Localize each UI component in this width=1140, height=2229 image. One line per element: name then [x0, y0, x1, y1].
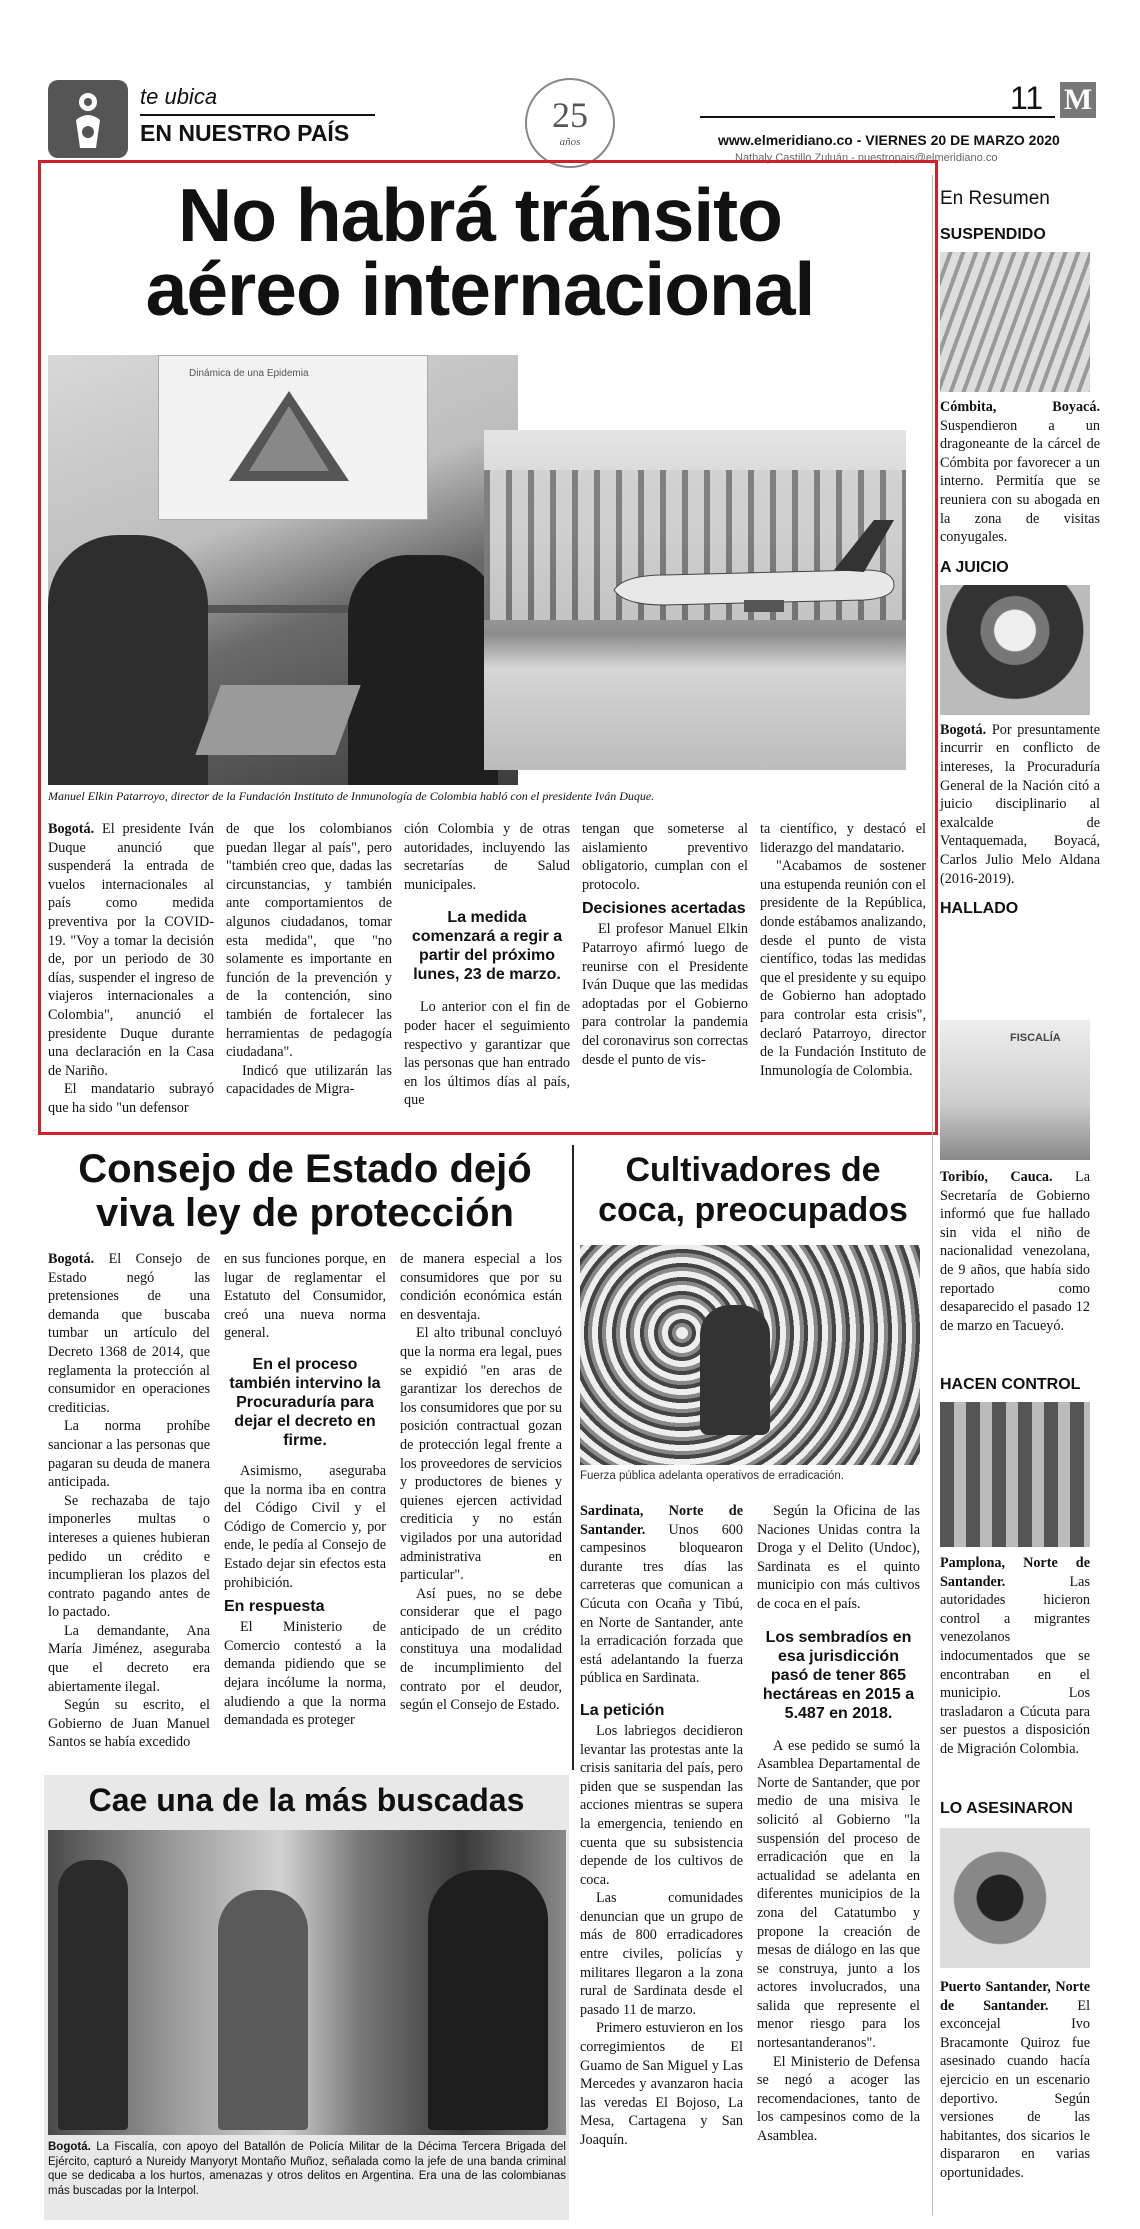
woman-figure	[218, 1890, 308, 2130]
section-pin-icon	[48, 80, 128, 158]
sidebar-text-5	[940, 1978, 1090, 2183]
coca-col2-para1: Según la Oficina de las Naciones Unidas contra la Droga y el Delito (Undoc), Sardinata es el quinto municipio con más cultivos de coca en el país.	[757, 1503, 920, 1612]
sidebar-title: En Resumen	[940, 188, 1050, 209]
coca-headline-line2: coca, preocupados	[598, 1191, 908, 1229]
main-col4-para1: tengan que someterse al aislamiento preventivo obligatorio, cumplan con el protocolo.	[582, 821, 748, 893]
main-col1-para2: El mandatario subrayó que ha sido "un defensor	[48, 1081, 214, 1116]
sidebar-heading-2: A JUICIO	[940, 558, 1009, 576]
consejo-col3-para1: de manera especial a los consumidores que por su condición económica están en desventaja.	[400, 1251, 562, 1323]
consejo-col1-para4: La demandante, Ana María Jiménez, aseguraba que el decreto era abiertamente ilegal.	[48, 1622, 210, 1695]
sidebar-body-3: La Secretaría de Gobierno informó que fue hallado sin vida el niño de nacionalidad venezolana, de 9 años, que había sido reportado como desaparecido el pasado 12 de marzo en Tacueyó.	[940, 1169, 1090, 1334]
main-col-5	[760, 820, 926, 1080]
coca-pull-quote: Los sembradíos en esa jurisdicción pasó de tener 865 hectáreas en 2015 a 5.487 en 2018.	[762, 1628, 915, 1722]
sidebar-photo-4	[940, 1402, 1090, 1547]
consejo-col1-para2: La norma prohíbe sancionar a las personas que pagaran su deuda de manera anticipada.	[48, 1418, 210, 1491]
consejo-col-1	[48, 1250, 210, 1752]
consejo-col-2	[224, 1250, 386, 1730]
main-col3-para1: ción Colombia y de otras autoridades, incluyendo las secretarías de Salud municipales.	[404, 821, 570, 893]
sidebar-lead-5: Puerto Santander, Norte de Santander.	[940, 1979, 1090, 2014]
page-number: 11	[1010, 80, 1044, 116]
main-col4-subhead: Decisiones acertadas	[582, 900, 746, 918]
byline: Nathaly Castillo Zuluán - nuestropais@elmeridiano.co	[735, 152, 998, 164]
sidebar-lead-3: Toribío, Cauca.	[940, 1169, 1053, 1185]
sidebar-lead-2: Bogotá.	[940, 721, 987, 738]
sidebar-heading-3: HALLADO	[940, 900, 1019, 918]
consejo-pull-quote: En el proceso también intervino la Procuraduría para dejar el decreto en firme.	[229, 1355, 381, 1449]
consejo-headline	[40, 1147, 570, 1235]
main-col5-para2: "Acabamos de sostener una estupenda reunión con el presidente de la República, donde estábamos analizando, desde el punto de vista científico, todas las medidas que el presidente y su equipo de Gobierno han adoptado para controlar esta crisis", declaró Patarroyo, director de la Fundación Instituto de Inmunología de Colombia.	[760, 858, 926, 1079]
sidebar-text-4	[940, 1554, 1090, 1759]
buscadas-headline: Cae una de la más buscadas	[88, 1782, 525, 1818]
consejo-col3-para2: El alto tribunal concluyó que la norma era legal, pues se expidió "en aras de garantizar los derechos de los consumidores que por su posición contractual gozan de protección legal frente a los proveedores de servicios y productores de bienes y quienes ejercen actividad crediticia y no están vigilados por una autoridad administrativa en particular".	[400, 1325, 562, 1584]
buscadas-caption	[48, 2140, 566, 2198]
consejo-headline-line2: viva ley de protección	[96, 1191, 514, 1235]
main-pull-quote: La medida comenzará a regir a partir del próximo lunes, 23 de marzo.	[411, 909, 563, 984]
consejo-headline-line1: Consejo de Estado dejó	[78, 1147, 532, 1191]
sidebar-body-2: Por presuntamente incurrir en conflicto de intereses, la Procuraduría General de la Nación citó a juicio disciplinario al exalcalde de Ventaquemada, Boyacá, Carlos Julio Melo Aldana (2016-2019).	[940, 721, 1100, 887]
consejo-col1-para5: Según su escrito, el Gobierno de Juan Manuel Santos se había excedido	[48, 1697, 210, 1751]
sidebar-heading-4: HACEN CONTROL	[940, 1376, 1081, 1393]
coca-col1-p1: Unos 600 campesinos bloquearon durante tres días las carreteras que comunican a Cúcuta con Ocaña y Tibú, en Norte de Santander, ante la erradicación forzada que está adelantando la fuerza pública en Sardinata.	[580, 1521, 743, 1687]
presentation-screen	[158, 355, 428, 520]
airplane	[604, 520, 904, 640]
main-col-1	[48, 820, 214, 1118]
buscadas-caption-lead: Bogotá.	[48, 2141, 91, 2153]
site-date: www.elmeridiano.co - VIERNES 20 DE MARZO 2020	[718, 132, 1060, 148]
sidebar-heading-5: LO ASESINARON	[940, 1800, 1073, 1817]
column-divider	[572, 1145, 574, 1770]
coca-photo-caption: Fuerza pública adelanta operativos de erradicación.	[580, 1470, 845, 1482]
coca-photo	[580, 1245, 920, 1465]
main-col-4	[582, 820, 748, 1069]
consejo-col1-para1	[48, 1250, 210, 1417]
meeting-photo	[48, 355, 518, 785]
main-col3-para2: Lo anterior con el fin de poder hacer el seguimiento respectivo y garantizar que las personas que han entrado en los últimos días al país, que	[404, 999, 570, 1109]
sidebar-text-1	[940, 398, 1100, 547]
main-col2-para1: de que los colombianos puedan llegar al país", pero "también creo que, dadas las circunstancias, y también ante comportamientos de algunos ciudadanos, tomar esta medida", que "no solamente es importante en función de la prevención y de la contención, sino también de fortalecer las herramientas de pedagogía ciudadana".	[226, 821, 392, 1061]
sidebar-lead-4: Pamplona, Norte de Santander.	[940, 1555, 1090, 1590]
sidebar-divider	[932, 175, 933, 2215]
slide-title: Dinámica de una Epidemia	[189, 368, 309, 379]
coca-col1-para4: Primero estuvieron en los corregimientos de El Guamo de San Miguel y Las Mercedes y avanzaron hacia las veredas El Bojoso, La Mesa, Cartagena y San Joaquín.	[580, 2020, 743, 2148]
anniversary-seal	[525, 78, 615, 168]
sidebar-photo-2	[940, 585, 1090, 715]
main-headline-line1: No habrá tránsito	[178, 173, 782, 257]
coca-col1-subhead: La petición	[580, 1701, 665, 1719]
consejo-col1-para3: Se rechazaba de tajo imponerles multas o intereses a quienes hubieran pedido un crédito e incumplieran los plazos del contrato pagando antes de lo pactado.	[48, 1492, 210, 1621]
coca-col1-para1	[580, 1502, 743, 1688]
slide-pyramid	[219, 386, 359, 486]
main-col4-para2: El profesor Manuel Elkin Patarroyo afirmó luego de reunirse con el Presidente Iván Duque que las medidas adoptadas por el Gobierno para controlar la pandemia del coronavirus son correctas desde el punto de vis-	[582, 921, 748, 1068]
sidebar-photo-1	[940, 252, 1090, 392]
coca-col-1	[580, 1502, 743, 2150]
sidebar-heading-1: SUSPENDIDO	[940, 226, 1046, 243]
consejo-col-3	[400, 1250, 562, 1715]
sidebar-photo-3	[940, 1020, 1090, 1160]
soldier-figure	[58, 1860, 128, 2130]
laptop	[195, 685, 360, 755]
sidebar-text-2	[940, 721, 1100, 888]
buscadas-photo	[48, 1830, 566, 2135]
main-col2-para2: Indicó que utilizarán las capacidades de Migra-	[226, 1062, 392, 1098]
anniversary-sub: años	[559, 136, 581, 148]
section-big-label: EN NUESTRO PAÍS	[140, 120, 350, 146]
consejo-col1-p1: El Consejo de Estado negó las pretensiones de una demanda que buscaba tumbar un artículo del Decreto 1368 de 2014, que reglamenta la protección al consumidor en operaciones crediticias.	[48, 1251, 210, 1416]
sidebar-photo-3-label: FISCALÍA	[1010, 1032, 1061, 1044]
consejo-col2-subhead: En respuesta	[224, 1598, 325, 1616]
section-small-label: te ubica	[140, 84, 218, 109]
consejo-col3-para3: Así pues, no se debe considerar que el pago anticipado de un crédito constituya una modalidad de incumplimiento del contrato por el deudor, según el Consejo de Estado.	[400, 1585, 562, 1714]
consejo-col1-lead: Bogotá.	[48, 1251, 95, 1267]
coca-soldier	[700, 1305, 770, 1435]
consejo-col2-para3: El Ministerio de Comercio contestó a la demanda pidiendo que se dejara incólume la norma, aludiendo a que la norma demandada es proteger	[224, 1619, 386, 1729]
coca-col2-para2: A ese pedido se sumó la Asamblea Departamental de Norte de Santander, que por medio de una misiva le solicitó al Gobierno "la suspensión del proceso de erradicación que en la actualidad se adelanta en diferentes municipios de la zona del Catatumbo y propone la creación de mesas de diálogo en las que se construya, junto a los actores involucrados, una salida que represente el menor riesgo para los nortesantanderanos".	[757, 1737, 920, 2052]
coca-col1-para3: Las comunidades denuncian que un grupo de más de 800 erradicadores entre civiles, policías y militares llegaron a la zona rural de Sardinata desde el pasado 11 de marzo.	[580, 1890, 743, 2018]
person-left	[48, 535, 208, 785]
officer-figure	[428, 1870, 548, 2130]
airport-photo	[484, 430, 906, 770]
coca-headline-line1: Cultivadores de	[625, 1151, 881, 1189]
main-photo-caption: Manuel Elkin Patarroyo, director de la Fundación Instituto de Inmunología de Colombia habló con el presidente Iván Duque.	[48, 789, 655, 803]
main-col5-para1: ta científico, y destacó el liderazgo del mandatario.	[760, 821, 926, 856]
coca-col1-lead: Sardinata, Norte de Santander.	[580, 1503, 743, 1538]
coca-col2-para3: El Ministerio de Defensa se negó a acoger las recomendaciones, tanto de los campesinos como de la Asamblea.	[757, 2053, 920, 2145]
main-headline	[40, 173, 920, 331]
coca-headline	[578, 1150, 928, 1230]
anniversary-number: 25	[552, 95, 588, 135]
sidebar-text-3	[940, 1168, 1090, 1335]
main-headline-line2: aéreo internacional	[145, 247, 815, 331]
sidebar-body-5: El exconcejal Ivo Bracamonte Quiroz fue asesinado cuando hacía ejercicio en un escenario deportivo. Según versiones de las habitantes, dos sicarios le dispararon en varias oportunidades.	[940, 1997, 1091, 2181]
section-tag	[48, 80, 378, 158]
coca-col-2	[757, 1502, 920, 2146]
newspaper-logo: M	[1060, 82, 1096, 118]
consejo-col2-para1: en sus funciones porque, en lugar de reglamentar el Estatuto del Consumidor, creó una nueva norma general.	[224, 1251, 386, 1342]
sidebar	[940, 180, 1100, 2220]
header-rule	[700, 116, 1055, 118]
section-rule	[140, 114, 375, 116]
main-col1-para1	[48, 820, 214, 1080]
main-col1-p1: El presidente Iván Duque anunció que suspenderá la entrada de vuelos internacionales al país como medida preventiva por la COVID-19. "Voy a tomar la decisión de, por un periodo de 30 días, suspender el ingreso de viajeros internacionales a Colombia", anunció el presidente Duque durante una declaración en la Casa de Nariño.	[48, 821, 214, 1079]
sidebar-photo-5	[940, 1828, 1090, 1968]
sidebar-body-4: Las autoridades hicieron control a migrantes venezolanos indocumentados que se encontraban en el municipio. Los trasladaron a Cúcuta para ser puestos a disposición de Migración Colombia.	[940, 1573, 1090, 1757]
coca-col1-para2: Los labriegos decidieron levantar las protestas ante la crisis sanitaria del país, pero piden que se suspendan las acciones mientras se supera la emergencia, teniendo en cuenta que su subsistencia depende de los cultivos de coca.	[580, 1722, 743, 1888]
main-col1-lead: Bogotá.	[48, 821, 95, 837]
main-col-2	[226, 820, 392, 1099]
sidebar-body-1: Suspendieron a un dragoneante de la cárcel de Cómbita por favorecer a un interno. Permitía que se reuniera con su abogada en la zona de visitas conyugales.	[940, 417, 1100, 546]
person-right	[348, 555, 498, 785]
consejo-col2-para2: Asimismo, aseguraba que la norma iba en contra del Código Civil y el Código de Comercio y, por ende, le pedía al Consejo de Estado dejar sin efectos esta prohibición.	[224, 1462, 386, 1591]
buscadas-caption-text: La Fiscalía, con apoyo del Batallón de Policía Militar de la Décima Tercera Brigada del Ejército, capturó a Nureidy Manyoryt Montaño Muñoz, señalada como la jefe de una banda criminal que se dedicaba a los hurtos, amenazas y otros delitos en Argentina. Era una de las colombianas más buscadas por la Interpol.	[48, 2141, 566, 2197]
main-col-3	[404, 820, 570, 1110]
sidebar-lead-1: Cómbita, Boyacá.	[940, 399, 1100, 415]
